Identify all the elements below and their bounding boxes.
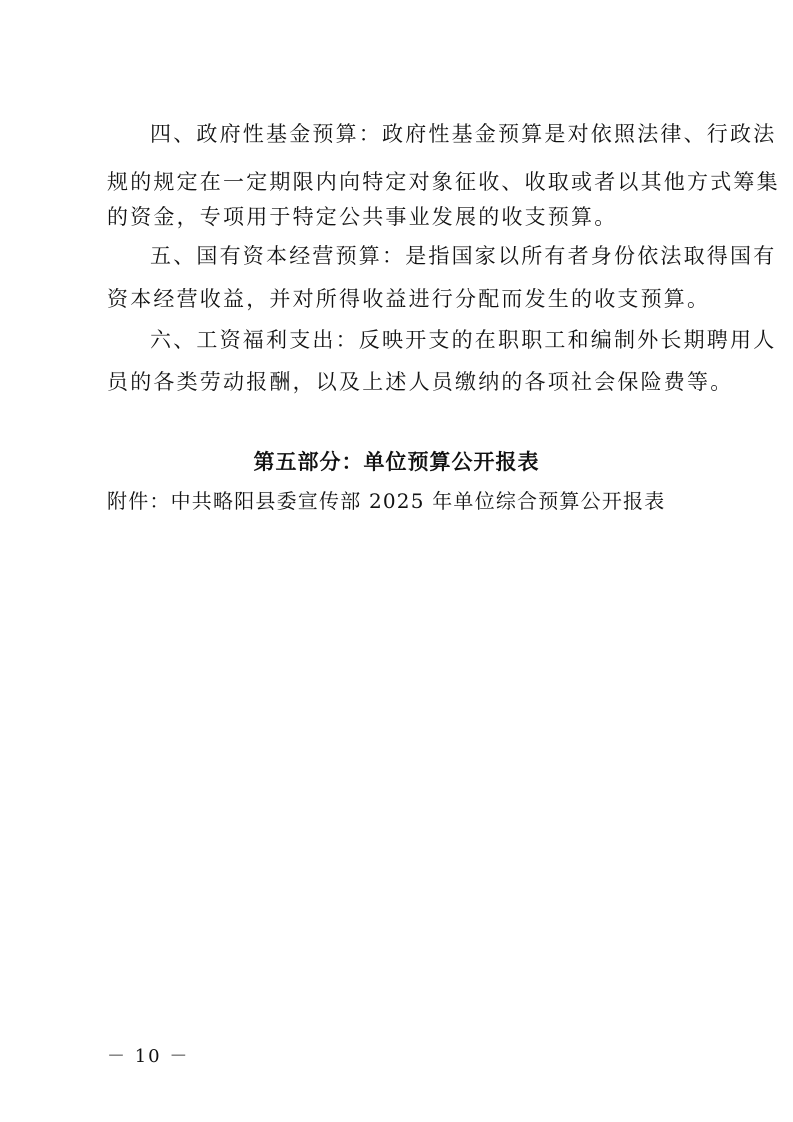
- paragraph-line: 五、国有资本经营预算：是指国家以所有者身份依法取得国有: [150, 244, 777, 268]
- page-number: － 10 －: [107, 1046, 190, 1067]
- paragraph-line: 规的规定在一定期限内向特定对象征收、收取或者以其他方式筹集: [107, 170, 780, 194]
- paragraph-line: 员的各类劳动报酬，以及上述人员缴纳的各项社会保险费等。: [107, 370, 734, 394]
- paragraph-line: 资本经营收益，并对所得收益进行分配而发生的收支预算。: [107, 287, 711, 311]
- paragraph-line: 六、工资福利支出：反映开支的在职职工和编制外长期聘用人: [150, 328, 777, 352]
- paragraph-line: 的资金，专项用于特定公共事业发展的收支预算。: [107, 205, 618, 229]
- section-heading: 第五部分：单位预算公开报表: [253, 449, 540, 474]
- paragraph-line: 四、政府性基金预算：政府性基金预算是对依照法律、行政法: [150, 122, 777, 146]
- attachment-link[interactable]: 附件：中共略阳县委宣传部 2025 年单位综合预算公开报表: [107, 489, 666, 513]
